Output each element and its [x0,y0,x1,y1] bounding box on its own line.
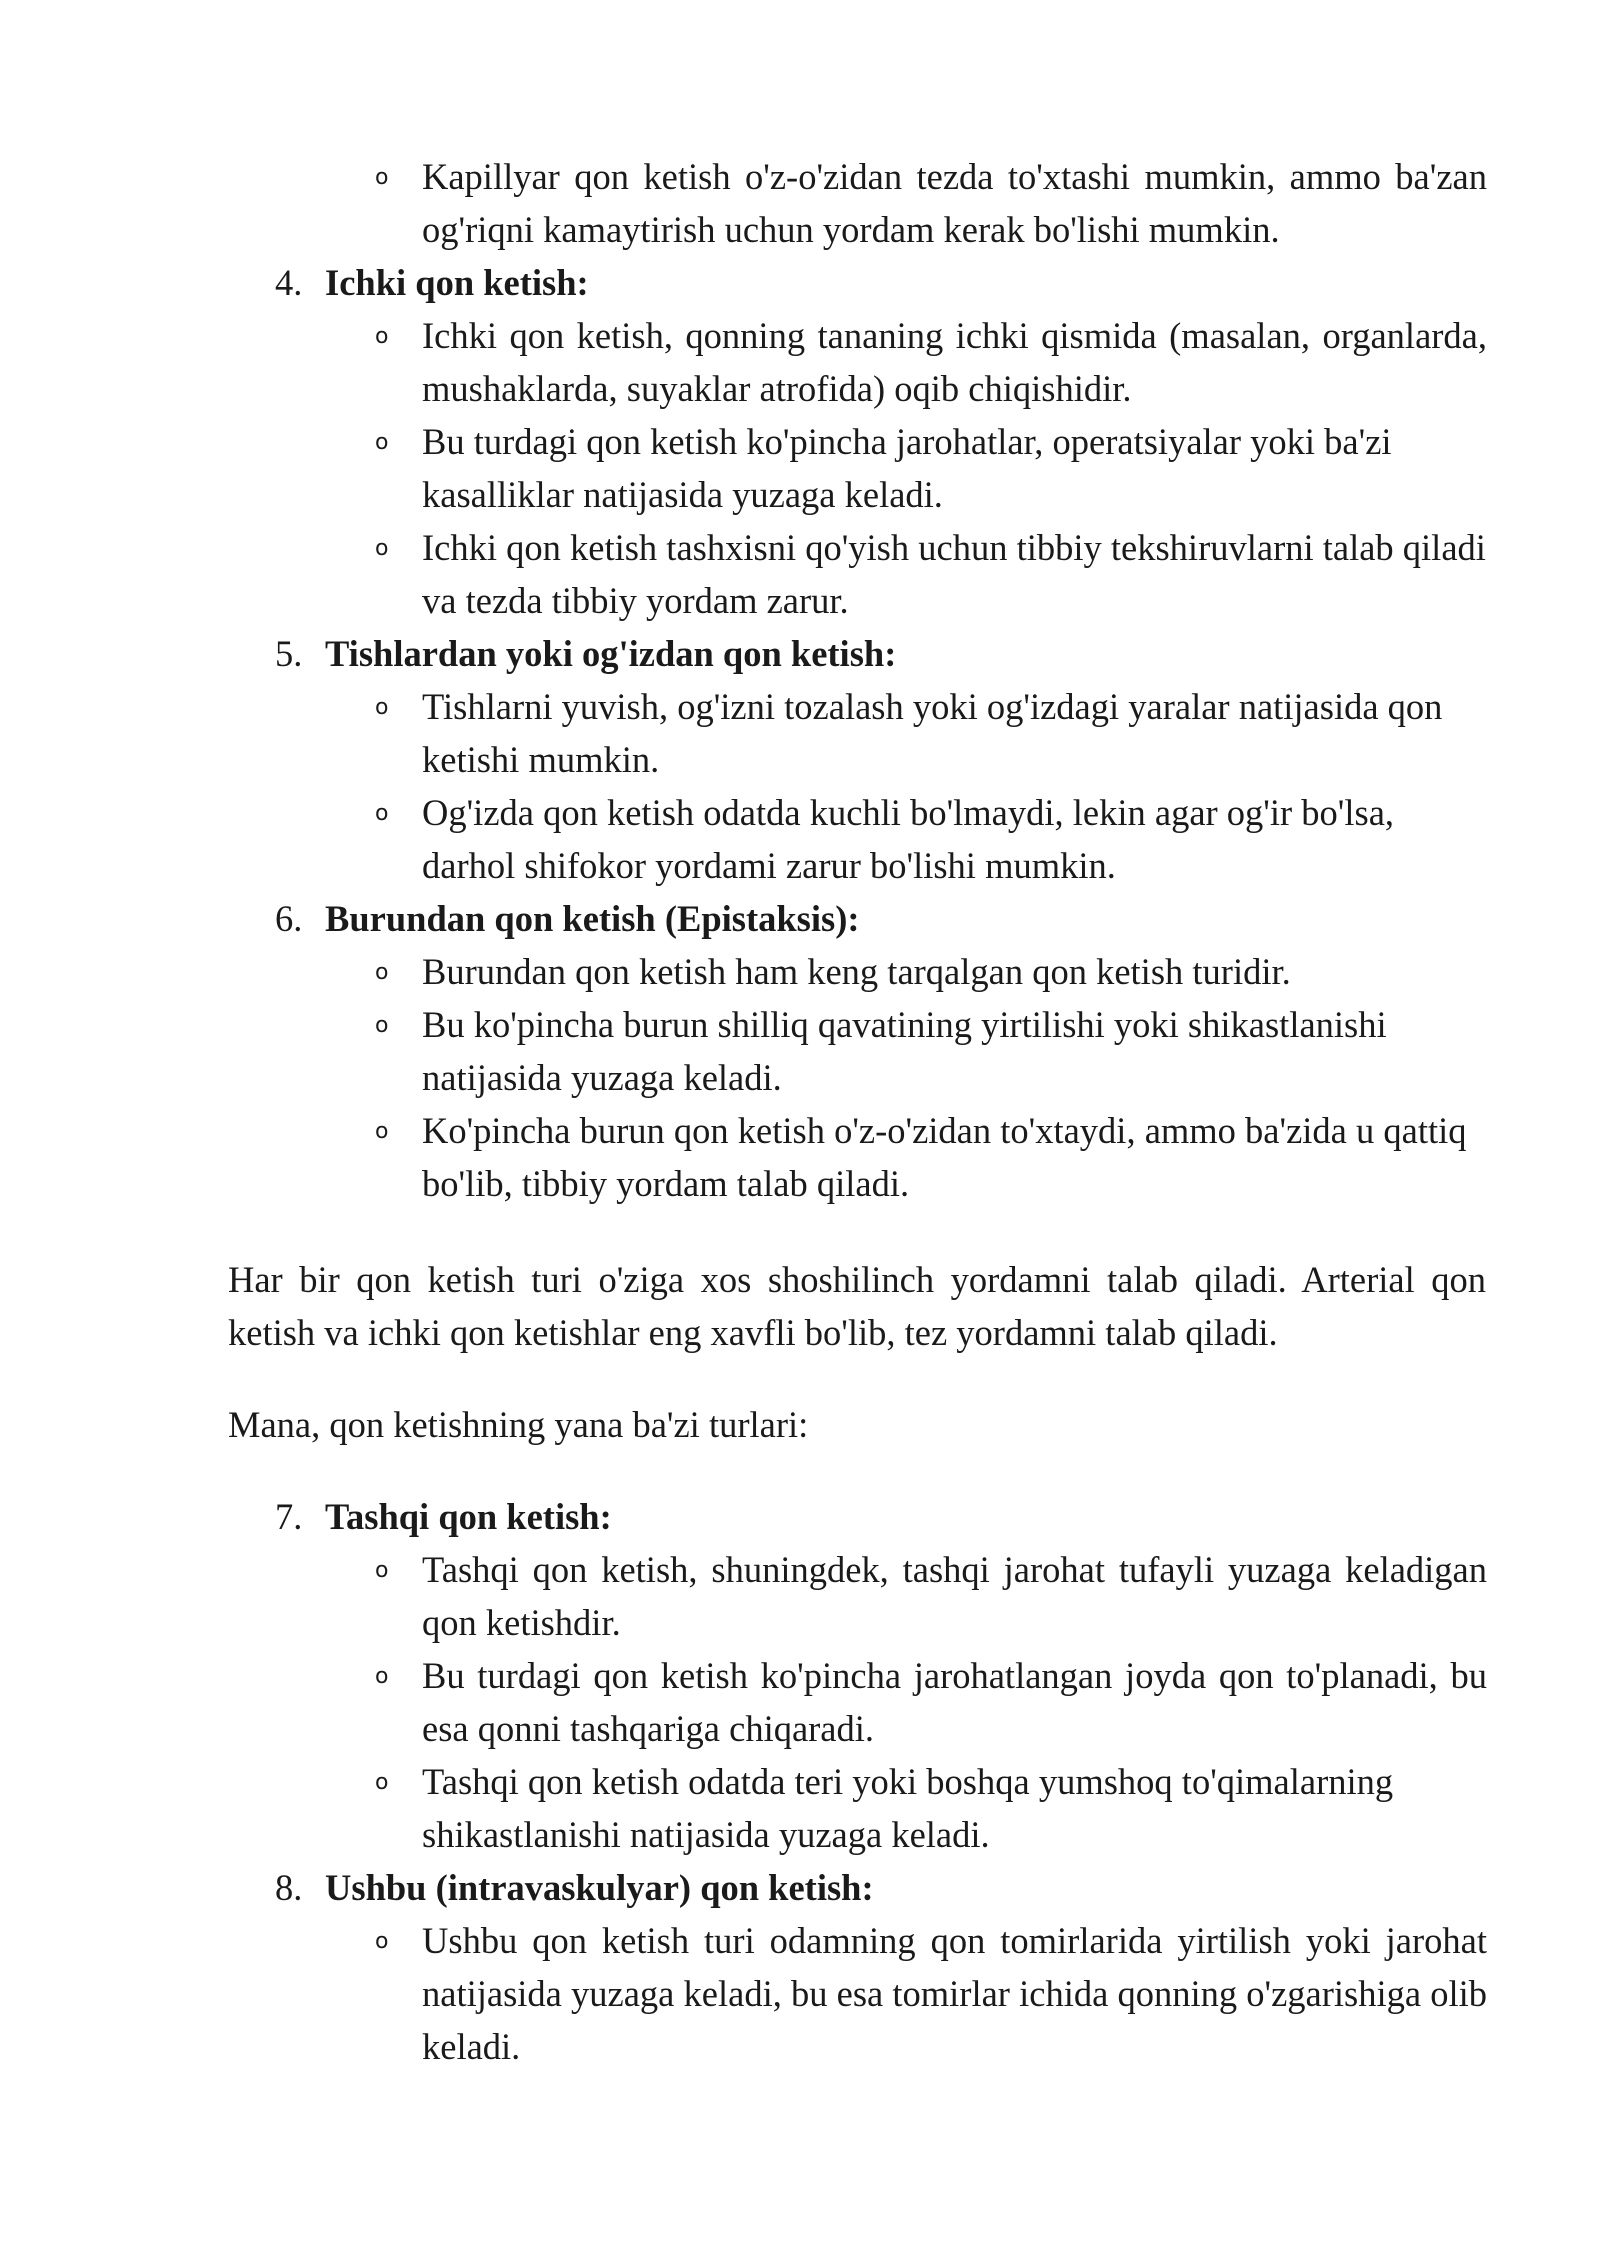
bullet-text: Ko'pincha burun qon ketish o'z-o'zidan to'xtaydi, ammo ba'zida u qattiq bo'lib, tibbiy yordam talab qiladi. [422,1110,1467,1204]
item-number: 5. [275,633,303,674]
list-section-2 [0,1490,1600,2073]
numbered-item [0,1861,1600,1914]
bullet-icon: o [375,324,389,349]
numbered-item [0,627,1600,680]
item-heading: Tishlardan yoki og'izdan qon ketish: [325,633,897,674]
bullet-icon: o [375,536,389,561]
list-item-bullet [375,415,1487,521]
list-item-bullet [375,1104,1487,1210]
numbered-item [0,892,1600,945]
list-item-bullet [375,150,1487,256]
item-heading: Ushbu (intravaskulyar) qon ketish: [325,1867,874,1908]
list-item-bullet [375,1914,1487,2073]
item-number: 4. [275,262,303,303]
numbered-item [0,256,1600,309]
item-heading: Burundan qon ketish (Epistaksis): [325,898,860,939]
list-item-bullet [375,1755,1487,1861]
bullet-icon: o [375,801,389,826]
bullet-text: Tashqi qon ketish odatda teri yoki boshqa yumshoq to'qimalarning shikastlanishi natijasida yuzaga keladi. [422,1761,1394,1855]
bullet-text: Bu turdagi qon ketish ko'pincha jarohatlar, operatsiyalar yoki ba'zi kasalliklar natijasida yuzaga keladi. [422,421,1392,515]
bullet-text: Ichki qon ketish tashxisni qo'yish uchun tibbiy tekshiruvlarni talab qiladi va tezda tibbiy yordam zarur. [422,527,1486,621]
list-item-bullet [375,945,1487,998]
list-item-bullet [375,521,1487,627]
bullet-icon: o [375,960,389,985]
item-heading: Tashqi qon ketish: [325,1496,612,1537]
list-item-bullet [375,786,1487,892]
bullet-icon: o [375,1770,389,1795]
bullet-icon: o [375,1929,389,1954]
bullet-text: Burundan qon ketish ham keng tarqalgan qon ketish turidir. [422,951,1291,992]
bullet-text: Bu turdagi qon ketish ko'pincha jarohatlangan joyda qon to'planadi, bu esa qonni tashqariga chiqaradi. [422,1655,1487,1749]
bullet-icon: o [375,1664,389,1689]
bullet-text: Tishlarni yuvish, og'izni tozalash yoki og'izdagi yaralar natijasida qon ketishi mumkin. [422,686,1443,780]
list-item-bullet [375,1649,1487,1755]
bullet-icon: o [375,1558,389,1583]
intro-paragraph: Mana, qon ketishning yana ba'zi turlari: [228,1404,809,1445]
item-number: 7. [275,1496,303,1537]
bullet-icon: o [375,165,389,190]
list-item-bullet [375,1543,1487,1649]
item-number: 6. [275,898,303,939]
bullet-icon: o [375,1119,389,1144]
bullet-text: Ushbu qon ketish turi odamning qon tomirlarida yirtilish yoki jarohat natijasida yuzaga keladi, bu esa tomirlar ichida qonning o'zgarishiga olib keladi. [422,1920,1487,2067]
bullet-icon: o [375,1013,389,1038]
item-number: 8. [275,1867,303,1908]
summary-paragraph: Har bir qon ketish turi o'ziga xos shoshilinch yordamni talab qiladi. Arterial qon ketish va ichki qon ketishlar eng xavfli bo'lib, tez yordamni talab qiladi. [228,1259,1486,1353]
list-item-bullet [375,309,1487,415]
list-item-bullet [375,680,1487,786]
bullet-icon: o [375,430,389,455]
list-item-bullet [375,998,1487,1104]
item-heading: Ichki qon ketish: [325,262,589,303]
bullet-text: Og'izda qon ketish odatda kuchli bo'lmaydi, lekin agar og'ir bo'lsa, darhol shifokor yordami zarur bo'lishi mumkin. [422,792,1395,886]
numbered-item [0,1490,1600,1543]
bullet-icon: o [375,695,389,720]
list-section-1 [0,150,1600,1210]
bullet-text: Kapillyar qon ketish o'z-o'zidan tezda to'xtashi mumkin, ammo ba'zan og'riqni kamaytirish uchun yordam kerak bo'lishi mumkin. [422,156,1487,250]
bullet-text: Tashqi qon ketish, shuningdek, tashqi jarohat tufayli yuzaga keladigan qon ketishdir. [422,1549,1487,1643]
bullet-text: Ichki qon ketish, qonning tananing ichki qismida (masalan, organlarda, mushaklarda, suyaklar atrofida) oqib chiqishidir. [422,315,1487,409]
bullet-text: Bu ko'pincha burun shilliq qavatining yirtilishi yoki shikastlanishi natijasida yuzaga keladi. [422,1004,1387,1098]
